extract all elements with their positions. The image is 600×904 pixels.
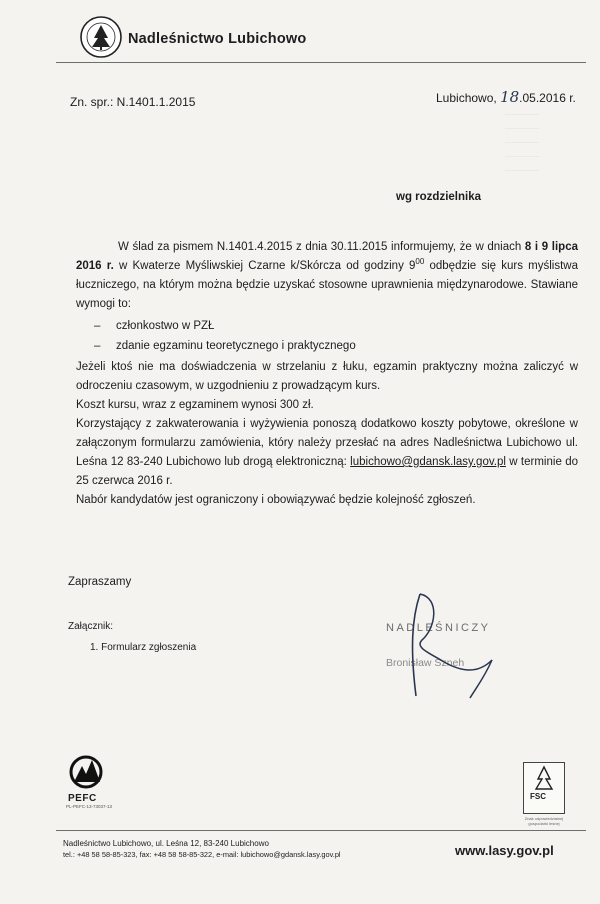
pefc-label: PEFC [68,793,97,804]
fsc-label: FSC [530,792,546,801]
p1-text-a: W ślad za pismem N.1401.4.2015 z dnia 30.11.2015 informujemy, że w dniach [118,241,525,253]
p4-text-a: Korzystający z zakwaterowania i wyżywienia ponoszą dodatkowo koszty pobytowe, określone w załączonym formularzu zamówienia, który należy przesłać na adres Nadleśnictwa Lubichowo ul. Leśna 12 83-240 Lubichowo lub drogą elektroniczną: [76,418,578,468]
paragraph-4 [76,415,578,491]
requirements-list [76,316,578,356]
pefc-code: PL-PEFC-13-73037-13 [66,804,113,809]
paragraph-1 [76,238,578,314]
date-day-handwritten: 18 [500,88,520,106]
paragraph-5: Nabór kandydatów jest ograniczony i obowiązywać będzie kolejność zgłoszeń. [76,494,476,506]
paragraph-2: Jeżeli ktoś nie ma doświadczenia w strzelaniu z łuku, egzamin praktyczny można zaliczyć w odroczeniu czasowym, w uzgodnieniu z prowadzącym kurs. [76,361,578,392]
org-name: Nadleśnictwo Lubichowo [128,31,307,47]
paragraph-3: Koszt kursu, wraz z egzaminem wynosi 300 zł. [76,399,314,411]
fsc-note: Znak odpowiedzialnej gospodarki leśnej [524,816,564,826]
requirement-1: członkostwo w PZŁ [116,320,215,332]
place-and-date [436,88,576,106]
footer-contact: tel.: +48 58 58-85-323, fax: +48 58 58-85-322, e-mail: lubichowo@gdansk.lasy.gov.pl [63,850,341,859]
email-link[interactable]: lubichowo@gdansk.lasy.gov.pl [350,456,506,468]
reference-number: Zn. spr.: N.1401.1.2015 [70,95,196,109]
header-divider [56,62,586,63]
list-item: – zdanie egzaminu teoretycznego i praktycznego [94,340,356,352]
footer-address: Nadleśnictwo Lubichowo, ul. Leśna 12, 83-240 Lubichowo [63,839,269,848]
list-item: – członkostwo w PZŁ [94,320,215,332]
time-superscript: 00 [415,257,425,267]
bleed-through-text: ················· ················· ················· ················· ················· [505,112,539,174]
fsc-logo-frame [523,762,565,814]
signature-icon [392,588,502,700]
letter-body [76,238,578,510]
p1-text-c: odbędzie się kurs myślistwa łuczniczego, na którym można będzie uzyskać stosowne uprawnienia międzynarodowe. Stawiane wymogi to: [76,260,578,310]
stamp-name: Bronisław Szneh [386,657,465,669]
footer-divider [56,830,586,831]
recipient: wg rozdzielnika [396,191,481,203]
closing: Zapraszamy [68,576,132,588]
fsc-tree-icon [524,763,564,793]
footer-website-link[interactable]: www.lasy.gov.pl [455,843,554,858]
date-rest: .05.2016 r. [519,91,576,105]
requirement-2: zdanie egzaminu teoretycznego i praktycznego [116,340,356,352]
p4-text-b: w terminie do 25 czerwca 2016 r. [76,456,578,487]
attachments-label: Załącznik: [68,621,114,632]
lasy-panstwowe-logo-icon [80,16,122,58]
stamp-title: NADLEŚNICZY [386,622,491,634]
place: Lubichowo, [436,91,497,105]
p1-text-b: w Kwaterze Myśliwskiej Czarne k/Skórcza od godziny 9 [113,260,416,272]
course-dates: 8 i 9 lipca 2016 r. [76,241,578,272]
attachment-item: 1. Formularz zgłoszenia [90,642,197,653]
